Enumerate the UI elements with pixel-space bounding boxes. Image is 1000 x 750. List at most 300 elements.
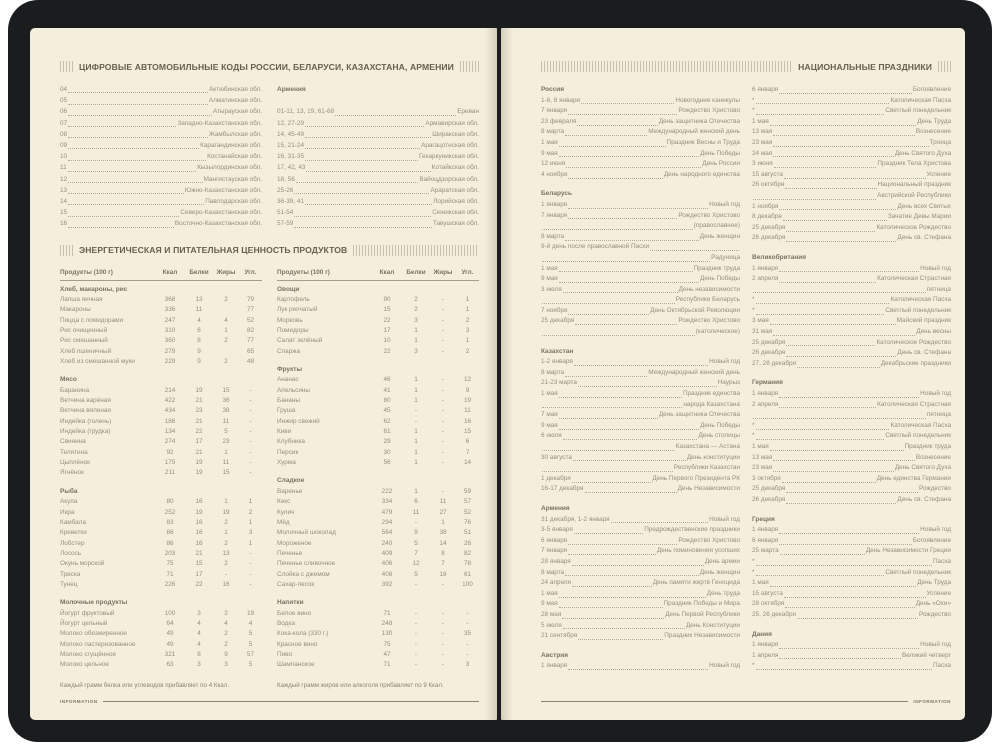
holiday-name: День Труда [917, 579, 951, 587]
nutrient-value: 17 [195, 438, 203, 446]
nutrient-value: 30 [383, 448, 391, 456]
nutrient-value: 71 [166, 570, 174, 578]
nutrient-value: - [466, 619, 469, 627]
nutrient-value: 17 [383, 327, 391, 335]
food-row [277, 570, 479, 580]
nutrition-table [60, 269, 479, 671]
holiday-name: Рождество [918, 610, 951, 618]
nutrient-value: 1 [224, 529, 228, 537]
product-name: Картофель [277, 295, 310, 303]
hatch-ornament [353, 245, 479, 256]
dotted-leader [786, 241, 896, 242]
country-group [752, 630, 951, 672]
code-number: 09 [60, 142, 68, 150]
nutrient-value: 82 [246, 327, 255, 335]
holiday-name: Новый год [920, 526, 951, 534]
dotted-leader [575, 324, 677, 325]
dotted-leader [335, 115, 456, 116]
holiday-name: Зачатие Девы Марии [887, 213, 951, 221]
nutrient-value: 11 [222, 417, 230, 425]
food-row [60, 518, 262, 528]
country-group [752, 85, 951, 244]
nutrient-value: 2 [465, 316, 470, 324]
holiday-name: Праздник труда [693, 264, 740, 272]
nutrient-value: 5 [248, 661, 253, 669]
product-name: Слойка с джемом [277, 570, 330, 578]
nutrient-value: 4 [224, 619, 228, 627]
food-row [60, 539, 262, 549]
dotted-leader [565, 376, 647, 377]
country-group [541, 504, 740, 642]
holiday-row [541, 621, 740, 632]
nutrient-value: 22 [195, 428, 203, 436]
holiday-date: * [752, 107, 755, 115]
holiday-date: 9-й день после православной Пасхи [541, 243, 650, 251]
code-row [60, 151, 262, 162]
nutrient-value: 1 [248, 539, 253, 547]
food-group-header: Хлеб, макароны, рис [60, 285, 128, 293]
dotted-leader [572, 586, 652, 587]
holiday-name: Праздник труда [904, 443, 951, 450]
nutrient-value: 130 [381, 630, 393, 638]
nutrient-value: 5 [248, 630, 253, 638]
nutrient-value: 15 [222, 386, 230, 394]
product-name: Рис очищенный [60, 327, 108, 335]
nutrient-value: 2 [414, 295, 418, 303]
dotted-leader [773, 335, 915, 336]
nutrient-value: 19 [222, 508, 230, 516]
dotted-leader [756, 103, 890, 104]
nutrient-value: 1 [414, 397, 418, 405]
region-name: Южно-Казахстанская обл. [184, 186, 262, 194]
nutrition-left-half [60, 269, 262, 671]
nutrient-value: 45 [383, 407, 391, 415]
region-name: Ереван [457, 108, 479, 116]
region-name: Западно-Казахстанская обл. [177, 119, 262, 127]
dotted-leader [650, 250, 739, 251]
holiday-row [752, 106, 951, 117]
holiday-name: День св. Стефана [897, 234, 951, 242]
nutrient-value: 360 [164, 337, 176, 345]
product-name: Шампанское [277, 661, 315, 669]
country-group [752, 378, 951, 505]
holiday-row [752, 495, 951, 506]
holiday-row [752, 117, 951, 128]
holiday-row [541, 242, 740, 253]
holiday-date: 3-5 января [541, 526, 573, 534]
code-number: 25-26 [277, 186, 294, 194]
product-name: Свинина [60, 438, 86, 446]
food-row [60, 417, 262, 427]
holiday-date: 23 мая [752, 138, 773, 146]
holiday-name: пятница [926, 411, 951, 419]
nutrient-value: - [414, 407, 418, 415]
nutrient-value: 100 [164, 609, 176, 617]
dotted-leader [559, 607, 663, 608]
holiday-row [752, 180, 951, 191]
product-name: Ветчина вяленая [60, 407, 111, 415]
dotted-leader [782, 482, 876, 483]
nutrient-value: 63 [166, 661, 174, 669]
holiday-row [752, 191, 951, 202]
nutrient-value: 2 [224, 358, 228, 366]
code-number: 05 [60, 97, 68, 105]
holiday-name: Новый год [920, 264, 951, 272]
holiday-row [752, 285, 951, 296]
nutrient-value: 78 [463, 560, 472, 568]
nutrient-value: 19 [246, 609, 255, 617]
product-name: Белое вино [277, 609, 312, 617]
holiday-name: Предрождественские праздники [644, 526, 740, 534]
holiday-row [541, 159, 740, 170]
nutrient-value: 77 [246, 337, 255, 345]
dotted-leader [785, 188, 876, 189]
holiday-date: 26 декабря [752, 495, 786, 503]
product-name: Клубника [277, 438, 305, 446]
holiday-date: 31 мая [752, 328, 773, 336]
dotted-leader [294, 193, 429, 194]
holiday-date: 23 мая [752, 464, 773, 472]
holiday-row [752, 202, 951, 213]
nutrient-value: - [414, 417, 418, 425]
holiday-name: Католическая Страстная [877, 275, 951, 283]
nutrient-value: 434 [164, 407, 176, 415]
product-name: Лук репчатый [277, 306, 318, 314]
dotted-leader [574, 365, 708, 366]
dotted-leader [305, 137, 431, 138]
food-row [60, 406, 262, 416]
holiday-row [752, 316, 951, 327]
codes-kazakhstan-list [60, 84, 262, 230]
holiday-row [752, 410, 951, 421]
product-name: Красное вино [277, 640, 318, 648]
holiday-date: * [752, 296, 755, 304]
nutrient-value: 76 [463, 518, 472, 526]
nutrient-value: 4 [248, 619, 253, 627]
holiday-name: Рождество Христово [678, 317, 740, 325]
nutrient-value: - [249, 570, 252, 578]
code-number: 17, 42, 43 [277, 164, 306, 172]
holiday-row [541, 442, 740, 453]
dotted-leader [784, 178, 926, 179]
product-name: Мёд [277, 518, 290, 526]
holiday-row [541, 410, 740, 421]
nutrient-value: 11 [195, 306, 203, 314]
nutrient-value: 38 [222, 407, 230, 415]
product-name: Хлеб из смешанной муки [60, 358, 135, 366]
country-header: Великобритания [752, 253, 807, 261]
dotted-leader [305, 160, 418, 161]
holidays-section-title-bar [541, 60, 951, 73]
code-row [60, 84, 262, 95]
dotted-leader [559, 271, 693, 272]
food-row [60, 609, 262, 619]
country-group [752, 253, 951, 370]
dotted-leader [68, 137, 208, 138]
food-row [277, 295, 479, 305]
nutrient-value: - [441, 306, 445, 314]
nutrient-value: 1 [465, 337, 470, 345]
holiday-name: (православное) [693, 222, 740, 230]
nutrient-value: 16 [463, 417, 472, 425]
dotted-leader [68, 115, 212, 116]
food-row [60, 640, 262, 650]
dotted-leader [559, 418, 658, 419]
holiday-row [541, 589, 740, 600]
holiday-row [752, 127, 951, 138]
product-name: Мороженое [277, 539, 312, 547]
dotted-leader [770, 586, 916, 587]
dotted-leader [566, 167, 701, 168]
nutrient-value: - [249, 469, 252, 477]
nutrient-value: 1 [248, 518, 253, 526]
dotted-leader [542, 450, 675, 451]
nutrition-right-groups [277, 285, 479, 671]
food-row [277, 448, 479, 458]
dotted-leader [559, 429, 699, 430]
dotted-leader [779, 407, 876, 408]
dotted-leader [68, 104, 208, 105]
food-row [277, 396, 479, 406]
holiday-date: 3 октября [752, 474, 781, 482]
codes-section-title: ЦИФРОВЫЕ АВТОМОБИЛЬНЫЕ КОДЫ РОССИИ, БЕЛАРУСИ, КАЗАХСТАНА, АРМЕНИИ [79, 61, 454, 72]
holiday-row [752, 661, 951, 672]
nutrient-value: - [441, 487, 445, 495]
nutrient-value: 2 [224, 518, 228, 526]
nutrient-value: 564 [381, 529, 393, 537]
holiday-date: 15 августа [752, 589, 783, 597]
holiday-date: 1 мая [752, 579, 769, 587]
region-name: Атырауская обл. [212, 108, 262, 116]
holiday-name: День Святого Духа [894, 464, 951, 472]
nutrient-value: - [441, 386, 445, 394]
nutrient-value: 2 [224, 337, 228, 345]
holiday-name: День столицы [698, 432, 740, 440]
nutrient-value: 5 [248, 640, 253, 648]
holiday-row [752, 474, 951, 485]
dotted-leader [783, 220, 887, 221]
nutrient-value: 134 [164, 428, 176, 436]
holiday-row [752, 453, 951, 464]
holiday-row [541, 200, 740, 211]
nutrition-header-row [277, 269, 479, 281]
holiday-date: * [752, 96, 755, 104]
nutrient-value: 479 [381, 508, 393, 516]
nutrient-value: 13 [222, 549, 230, 557]
dotted-leader [542, 229, 693, 230]
dotted-leader [779, 658, 901, 659]
food-row [60, 448, 262, 458]
holiday-row [541, 378, 740, 389]
dotted-leader [68, 193, 184, 194]
food-row [60, 386, 262, 396]
holiday-row [541, 474, 740, 485]
nutrient-value: 13 [195, 295, 203, 303]
holiday-name: День Октябрьской Революции [650, 306, 740, 314]
nutrition-left-groups [60, 285, 262, 671]
nutrient-value: - [414, 650, 418, 658]
protein-note: Каждый грамм белка или углеводов прибавляет по 4 Ккал. [60, 681, 230, 689]
holiday-date: 2 апреля [752, 400, 779, 408]
product-name: Баранина [60, 386, 90, 394]
holiday-date: 1 декабря [541, 474, 571, 482]
dotted-leader [577, 125, 657, 126]
dotted-leader [578, 639, 663, 640]
nutrient-value: - [466, 609, 469, 617]
holiday-row [752, 338, 951, 349]
code-row [277, 151, 479, 162]
nutrition-right-half [277, 269, 479, 671]
dotted-leader [784, 597, 926, 598]
col-header-product: Продукты (100 г) [60, 268, 113, 276]
dotted-leader [305, 204, 432, 205]
nutrient-value: - [441, 448, 445, 456]
dotted-leader [756, 439, 885, 440]
nutrient-value: 4 [197, 619, 201, 627]
code-row [277, 218, 479, 229]
left-page [30, 28, 497, 720]
holiday-date: 27, 28 декабря [752, 359, 796, 367]
col-header-kcal: Ккал [162, 268, 178, 276]
nutrient-value: 22 [383, 347, 391, 355]
region-name: Карагандинская обл. [200, 142, 262, 150]
holiday-name: Светлый понедельник [885, 432, 951, 440]
product-name: Инжир свежий [277, 417, 320, 425]
holiday-name: народа Казахстана [683, 400, 740, 408]
holiday-row [752, 610, 951, 621]
dotted-leader [559, 282, 699, 283]
holiday-name: День памяти жертв Геноцида [652, 579, 740, 587]
holiday-name: Католическая Пасха [890, 96, 951, 104]
nutrient-value: 61 [383, 428, 391, 436]
code-number: 14, 45-49 [277, 130, 305, 138]
nutrient-value: 48 [246, 358, 255, 366]
holiday-name: Вознесение [915, 128, 951, 136]
holiday-date: 9 мая [541, 149, 558, 157]
holiday-row [752, 327, 951, 338]
holiday-name: День Труда [917, 117, 951, 125]
food-row [60, 468, 262, 478]
nutrient-value: 92 [166, 448, 174, 456]
nutrient-value: - [249, 407, 252, 415]
holiday-name: Праздник Весны и Труда [666, 138, 740, 146]
nutrient-value: 77 [246, 306, 255, 314]
nutrient-value: 2 [224, 295, 228, 303]
dotted-leader [568, 208, 708, 209]
food-row [277, 629, 479, 639]
holiday-row [752, 149, 951, 160]
code-number: 57-59 [277, 220, 294, 228]
food-group-header: Напитки [277, 599, 304, 607]
holiday-row [752, 536, 951, 547]
dotted-leader [786, 492, 918, 493]
nutrient-value: - [441, 609, 445, 617]
nutrient-value: - [441, 459, 445, 467]
nutrient-value: - [441, 619, 445, 627]
col-header-fat: Жиры [216, 268, 236, 276]
holiday-name: Декабрьские праздники [880, 359, 951, 367]
nutrient-value: 86 [166, 539, 174, 547]
nutrient-value: 65 [246, 347, 255, 355]
nutrient-value: 9 [197, 358, 201, 366]
holiday-date: 7 января [541, 107, 568, 115]
nutrient-value: 334 [381, 498, 393, 506]
nutrient-value: 46 [383, 376, 391, 384]
nutrient-value: 11 [222, 459, 230, 467]
holiday-row [752, 389, 951, 400]
product-name: Молоко цельное [60, 661, 109, 669]
product-name: Кока-кола (330 г.) [277, 630, 329, 638]
holiday-row [752, 400, 951, 411]
holiday-date: 8 декабря [752, 213, 782, 221]
holiday-date: 8 марта [541, 568, 565, 576]
nutrient-value: 19 [195, 386, 203, 394]
dotted-leader [572, 565, 704, 566]
holiday-row [752, 223, 951, 234]
code-row [277, 162, 479, 173]
nutrient-value: 1 [414, 448, 418, 456]
product-name: Сахар-песок [277, 580, 315, 588]
dotted-leader [68, 171, 197, 172]
holiday-name: Рождество Христово [678, 211, 740, 219]
holiday-date: 6 июля [541, 432, 562, 440]
nutrition-notes [60, 681, 479, 690]
dotted-leader [573, 460, 686, 461]
nutrient-value: 1 [414, 438, 418, 446]
dotted-leader [770, 125, 916, 126]
dotted-leader [305, 148, 420, 149]
holiday-row [541, 631, 740, 642]
holiday-row [752, 568, 951, 579]
nutrient-value: 1 [441, 518, 445, 526]
nutrient-value: 11 [412, 508, 420, 516]
code-number: 01-11, 13, 19, 61-68 [277, 108, 335, 116]
holiday-row [752, 421, 951, 432]
nutrient-value: 3 [224, 661, 228, 669]
nutrient-value: - [414, 619, 418, 627]
code-number: 07 [60, 119, 68, 127]
holiday-name: Международный женский день [648, 128, 740, 136]
holiday-name: День «Охи» [915, 600, 951, 608]
nutrient-value: 214 [164, 386, 176, 394]
nutrient-value: 3 [197, 661, 201, 669]
dotted-leader [779, 271, 919, 272]
nutrient-value: 1 [414, 487, 418, 495]
nutrient-value: - [249, 386, 252, 394]
nutrient-value: 83 [166, 518, 174, 526]
dotted-leader [773, 135, 915, 136]
nutrient-value: - [441, 316, 445, 324]
dotted-leader [559, 397, 682, 398]
code-row [60, 174, 262, 185]
nutrient-value: - [466, 650, 469, 658]
holiday-name: Праздник Победы и Мира [663, 600, 740, 608]
country-group [541, 347, 740, 495]
holiday-name: Католическая Страстная [877, 400, 951, 408]
code-number: 13 [60, 186, 68, 194]
left-page-footer [60, 699, 479, 704]
holiday-name: День Первого Президента РК [652, 474, 740, 482]
fat-note: Каждый грамм жиров или алкоголя прибавляет по 9 Ккал. [277, 681, 444, 689]
nutrient-value: 16 [195, 539, 203, 547]
food-row [277, 660, 479, 670]
product-name: Молоко сгущённое [60, 650, 117, 658]
product-name: Телятина [60, 448, 88, 456]
holiday-date: 1-2 января [541, 358, 573, 366]
food-row [60, 650, 262, 660]
nutrient-value: 1 [414, 376, 418, 384]
nutrient-value: 3 [414, 316, 418, 324]
